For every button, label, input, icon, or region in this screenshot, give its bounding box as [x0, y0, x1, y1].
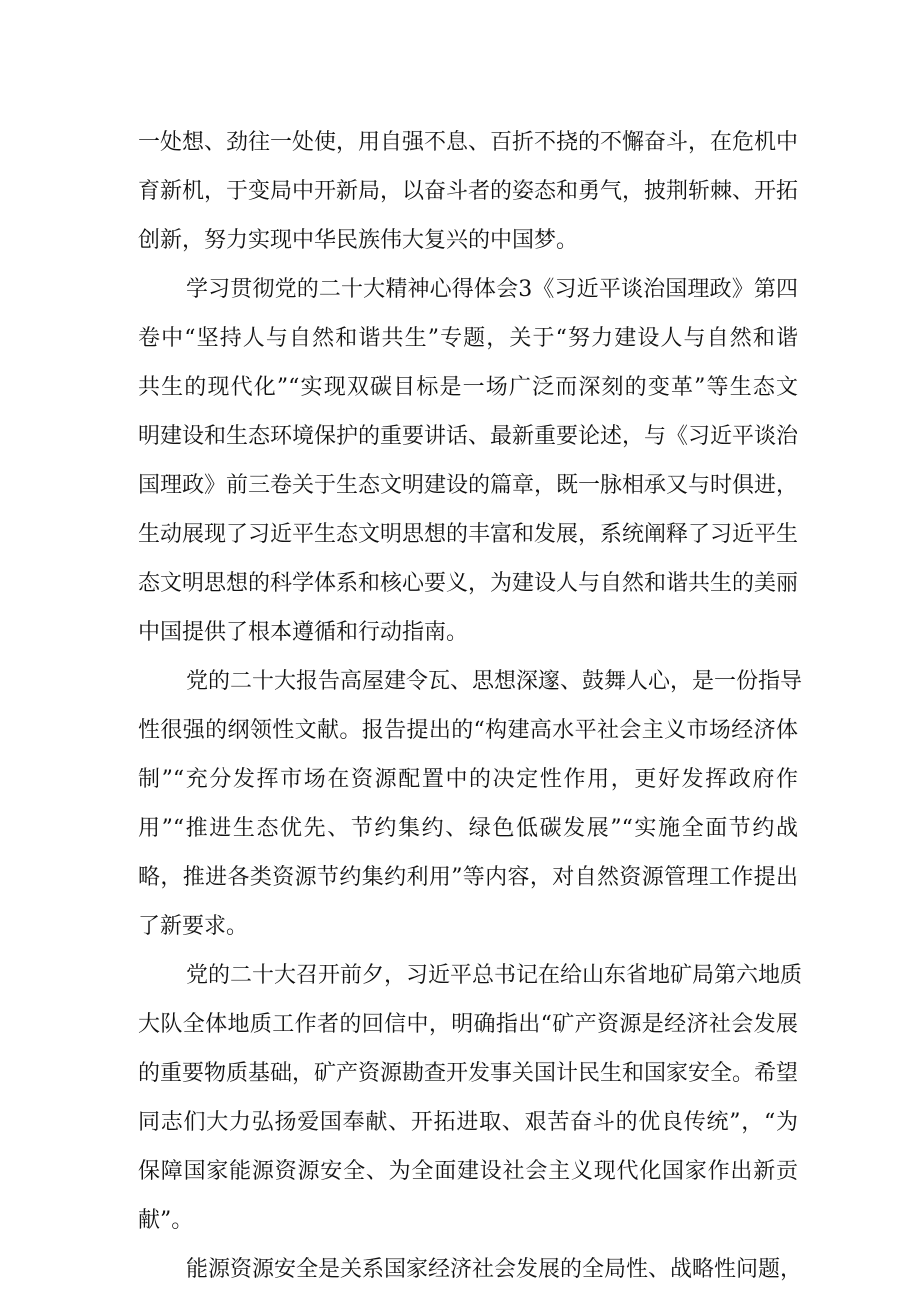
text-line-8: 国理政》前三卷关于生态文明建设的篇章，既一脉相承又与时俱进， — [138, 473, 799, 498]
text-line-18: 党的二十大召开前夕，习近平总书记在给山东省地矿局第六地质 — [186, 963, 803, 988]
text-line-23: 献”。 — [138, 1208, 194, 1233]
text-line-4: 学习贯彻党的二十大精神心得体会3《习近平谈治国理政》第四 — [186, 277, 798, 302]
text-line-7: 明建设和生态环境保护的重要讲话、最新重要论述，与《习近平谈治 — [138, 424, 799, 449]
text-line-20: 的重要物质基础，矿产资源勘查开发事关国计民生和国家安全。希望 — [138, 1061, 799, 1086]
text-line-21: 同志们大力弘扬爱国奉献、开拓进取、艰苦奋斗的优良传统”，“为 — [138, 1110, 798, 1135]
text-line-1: 一处想、劲往一处使，用自强不息、百折不挠的不懈奋斗，在危机中 — [138, 130, 799, 155]
text-line-11: 中国提供了根本遵循和行动指南。 — [138, 620, 469, 645]
text-line-19: 大队全体地质工作者的回信中，明确指出“矿产资源是经济社会发展 — [138, 1012, 798, 1037]
text-line-24: 能源资源安全是关系国家经济社会发展的全局性、战略性问题， — [186, 1257, 803, 1282]
text-line-17: 了新要求。 — [138, 914, 249, 939]
text-line-10: 态文明思想的科学体系和核心要义，为建设人与自然和谐共生的美丽 — [138, 571, 799, 596]
text-line-13: 性很强的纲领性文献。报告提出的“构建高水平社会主义市场经济体 — [138, 718, 798, 743]
text-line-9: 生动展现了习近平生态文明思想的丰富和发展，系统阐释了习近平生 — [138, 522, 799, 547]
text-line-5: 卷中“坚持人与自然和谐共生”专题，关于“努力建设人与自然和谐 — [138, 326, 798, 351]
text-line-16: 略，推进各类资源节约集约利用”等内容，对自然资源管理工作提出 — [138, 865, 798, 890]
text-line-22: 保障国家能源资源安全、为全面建设社会主义现代化国家作出新贡 — [138, 1159, 798, 1184]
body-text — [138, 118, 803, 1294]
text-line-2: 育新机，于变局中开新局，以奋斗者的姿态和勇气，披荆斩棘、开拓 — [138, 179, 799, 204]
text-line-3: 创新，努力实现中华民族伟大复兴的中国梦。 — [138, 228, 579, 253]
text-line-12: 党的二十大报告高屋建令瓦、思想深邃、鼓舞人心，是一份指导 — [186, 669, 803, 694]
text-line-14: 制”“充分发挥市场在资源配置中的决定性作用，更好发挥政府作 — [138, 767, 798, 792]
text-line-6: 共生的现代化”“实现双碳目标是一场广泛而深刻的变革”等生态文 — [138, 375, 798, 400]
text-line-15: 用”“推进生态优先、节约集约、绿色低碳发展”“实施全面节约战 — [138, 816, 798, 841]
